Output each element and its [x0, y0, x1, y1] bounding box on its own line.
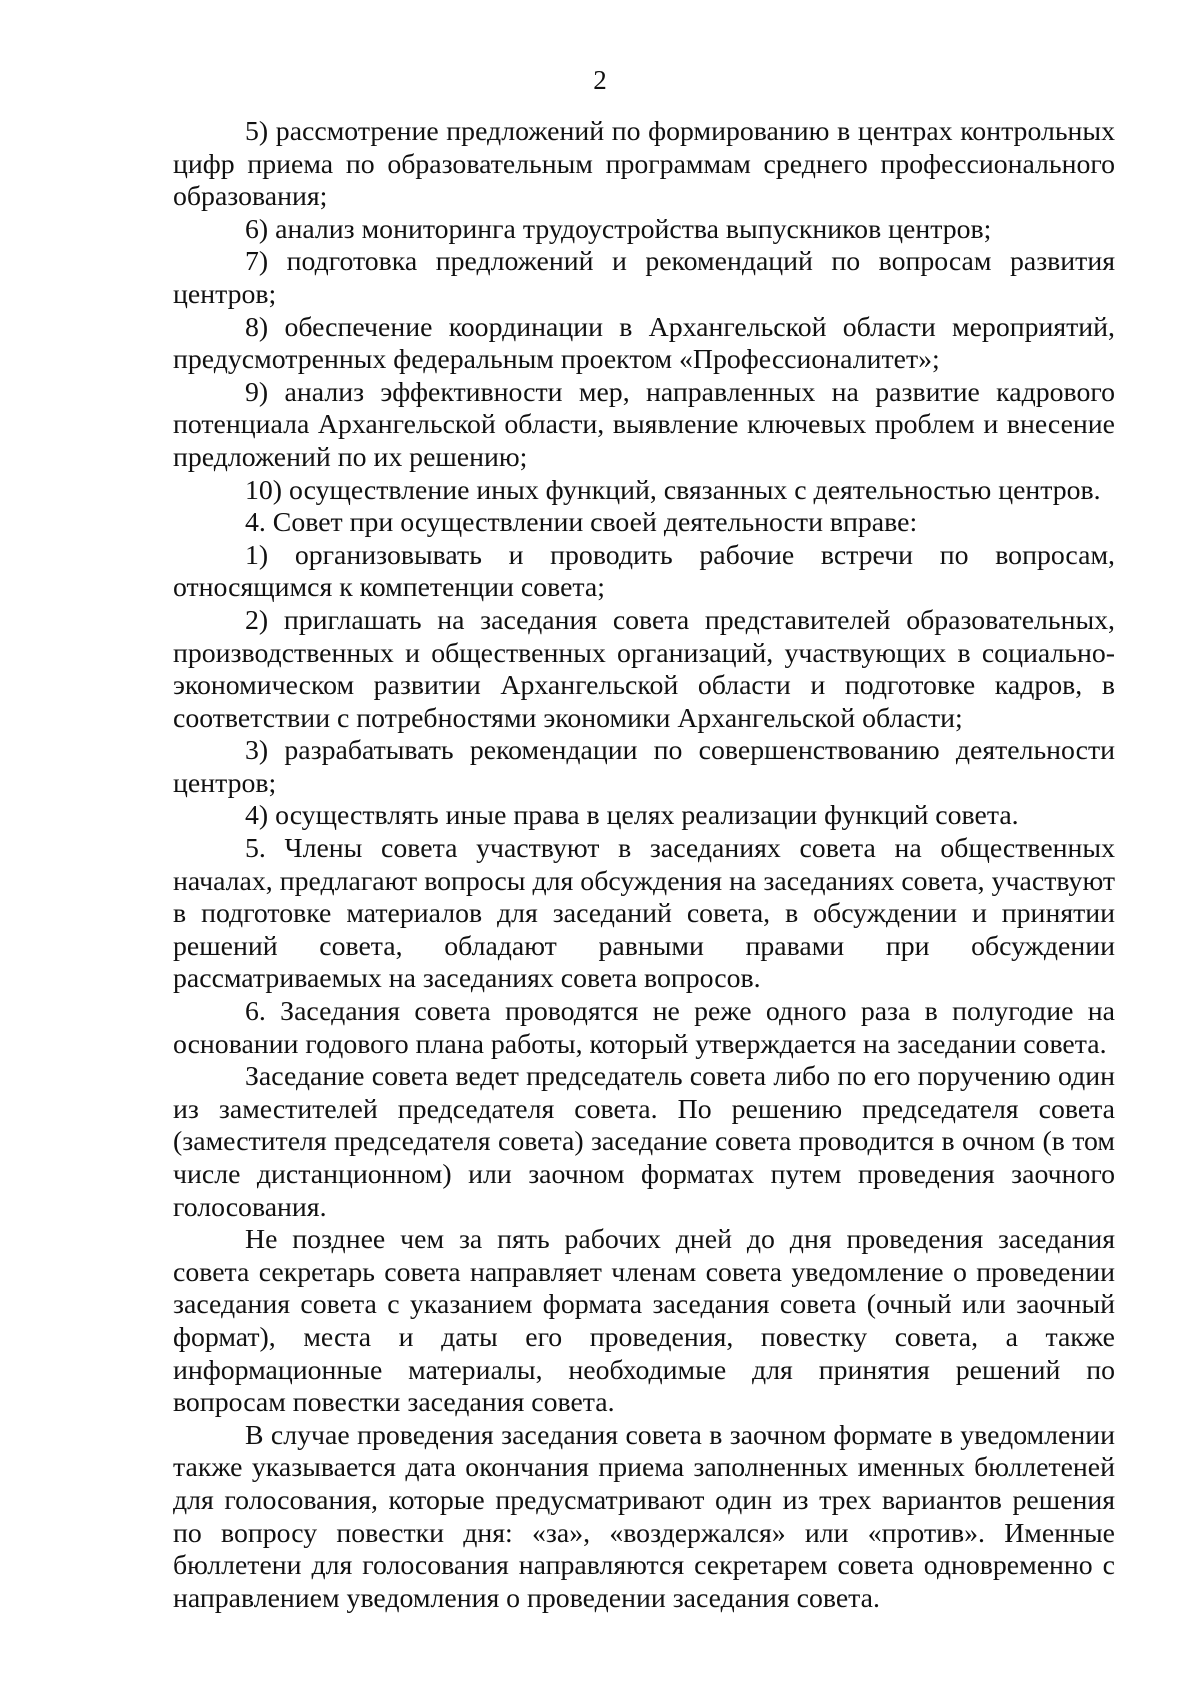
- paragraph-section-4-rights: 4. Совет при осуществлении своей деятельности вправе:: [245, 507, 918, 539]
- paragraph-notification: Не позднее чем за пять рабочих дней до дня проведения заседания совета секретарь совета направляет членам совета уведомление о проведении заседания совета с указанием формата заседания совета (очный или заочный формат), места и даты его проведения, повестку совета, а также информационные материалы, необходимые для принятия решений по вопросам повестки заседания совета.: [173, 1224, 1115, 1419]
- paragraph-right-2-invite: 2) приглашать на заседания совета представителей образовательных, производственных и общественных организаций, участвующих в социально-экономическом развитии Архангельской области и подготовке кадров, в соответствии с потребностями экономики Архангельской области;: [173, 604, 1115, 734]
- paragraph-absentee-voting: В случае проведения заседания совета в заочном формате в уведомлении также указывается дата окончания приема заполненных именных бюллетеней для голосования, которые предусматривают один из трех вариантов решения по вопросу повестки дня: «за», «воздержался» или «против». Именные бюллетени для голосования направляются секретарем совета одновременно с направлением уведомления о проведении заседания совета.: [173, 1419, 1115, 1614]
- paragraph-item-9-analysis: 9) анализ эффективности мер, направленных на развитие кадрового потенциала Архангельской области, выявление ключевых проблем и внесение предложений по их решению;: [173, 376, 1115, 473]
- page-number: 2: [593, 65, 607, 95]
- paragraph-item-10-other-functions: 10) осуществление иных функций, связанных с деятельностью центров.: [245, 474, 1101, 506]
- paragraph-chair: Заседание совета ведет председатель совета либо по его поручению один из заместителей председателя совета. По решению председателя совета (заместителя председателя совета) заседание совета проводится в очном (в том числе дистанционном) или заочном форматах путем проведения заочного голосования.: [173, 1061, 1115, 1223]
- paragraph-right-4-other-rights: 4) осуществлять иные права в целях реализации функций совета.: [245, 800, 1019, 832]
- paragraph-right-3-recommendations: 3) разрабатывать рекомендации по совершенствованию деятельности центров;: [173, 735, 1115, 799]
- paragraph-item-7-proposals: 7) подготовка предложений и рекомендаций по вопросам развития центров;: [173, 246, 1115, 310]
- document-body: [173, 116, 1115, 1615]
- paragraph-section-5-members: 5. Члены совета участвуют в заседаниях совета на общественных началах, предлагают вопросы для обсуждения на заседаниях совета, участвуют в подготовке материалов для заседаний совета, в обсуждении и принятии решений совета, обладают равными правами при обсуждении рассматриваемых на заседаниях совета вопросов.: [173, 833, 1115, 995]
- paragraph-item-8-coordination: 8) обеспечение координации в Архангельской области мероприятий, предусмотренных федеральным проектом «Профессионалитет»;: [173, 311, 1115, 376]
- paragraph-item-5-consideration: 5) рассмотрение предложений по формированию в центрах контрольных цифр приема по образовательным программам среднего профессионального образования;: [173, 116, 1115, 213]
- paragraph-item-6-monitoring: 6) анализ мониторинга трудоустройства выпускников центров;: [245, 213, 992, 245]
- paragraph-section-6-meetings: 6. Заседания совета проводятся не реже одного раза в полугодие на основании годового плана работы, который утверждается на заседании совета.: [173, 996, 1115, 1060]
- paragraph-right-1-meetings: 1) организовывать и проводить рабочие встречи по вопросам, относящимся к компетенции совета;: [173, 539, 1115, 604]
